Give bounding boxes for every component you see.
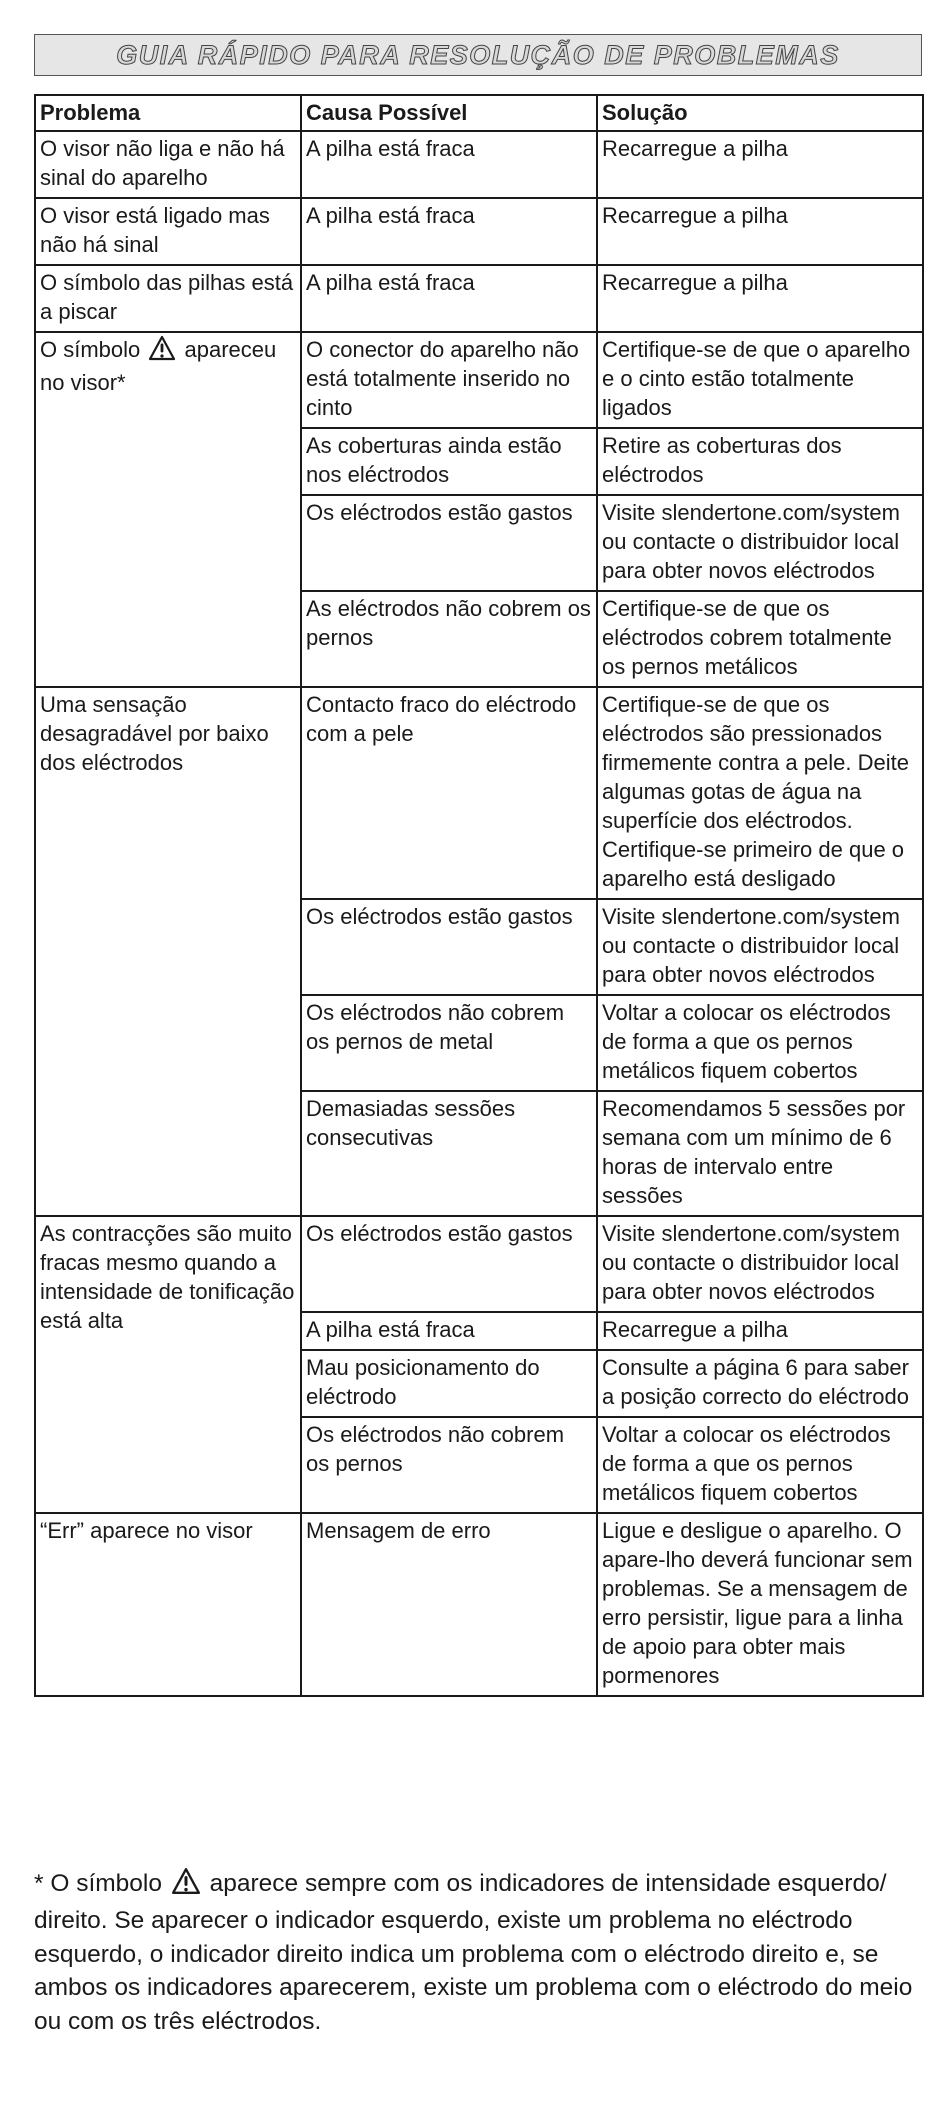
header-cause: Causa Possível	[301, 95, 597, 131]
solution-cell: Certifique-se de que o aparelho e o cinto estão totalmente ligados	[597, 332, 923, 428]
solution-cell: Visite slendertone.com/system ou contacte o distribuidor local para obter novos eléctrodos	[597, 1216, 923, 1312]
cause-cell: O conector do aparelho não está totalmente inserido no cinto	[301, 332, 597, 428]
cause-cell: A pilha está fraca	[301, 1312, 597, 1350]
problem-cell: Uma sensação desagradável por baixo dos eléctrodos	[35, 687, 301, 1216]
solution-cell: Recarregue a pilha	[597, 1312, 923, 1350]
cause-cell: Os eléctrodos estão gastos	[301, 1216, 597, 1312]
solution-cell: Visite slendertone.com/system ou contacte o distribuidor local para obter novos eléctrodos	[597, 495, 923, 591]
solution-cell: Visite slendertone.com/system ou contacte o distribuidor local para obter novos eléctrodos	[597, 899, 923, 995]
table-header-row	[35, 95, 923, 131]
problem-cell: O símbolo das pilhas está a piscar	[35, 265, 301, 332]
cause-cell: A pilha está fraca	[301, 131, 597, 198]
table-row	[35, 198, 923, 265]
cause-cell: As coberturas ainda estão nos eléctrodos	[301, 428, 597, 495]
solution-cell: Retire as coberturas dos eléctrodos	[597, 428, 923, 495]
page-title: GUIA RÁPIDO PARA RESOLUÇÃO DE PROBLEMAS	[34, 34, 922, 76]
warning-triangle-icon	[171, 1867, 201, 1905]
problem-cell	[35, 332, 301, 687]
problem-cell: As contracções são muito fracas mesmo quando a intensidade de tonificação está alta	[35, 1216, 301, 1513]
cause-cell: Contacto fraco do eléctrodo com a pele	[301, 687, 597, 899]
solution-cell: Certifique-se de que os eléctrodos são pressionados firmemente contra a pele. Deite algumas gotas de água na superfície dos eléctrodos. Certifique-se primeiro de que o aparelho está desligado	[597, 687, 923, 899]
cause-cell: As eléctrodos não cobrem os pernos	[301, 591, 597, 687]
solution-cell: Recomendamos 5 sessões por semana com um mínimo de 6 horas de intervalo entre sessões	[597, 1091, 923, 1216]
solution-cell: Ligue e desligue o aparelho. O apare-lho deverá funcionar sem problemas. Se a mensagem de erro persistir, ligue para a linha de apoio para obter mais pormenores	[597, 1513, 923, 1696]
solution-cell: Voltar a colocar os eléctrodos de forma a que os pernos metálicos fiquem cobertos	[597, 1417, 923, 1513]
table-row	[35, 265, 923, 332]
problem-text-before: O símbolo	[40, 337, 141, 362]
solution-cell: Recarregue a pilha	[597, 265, 923, 332]
warning-triangle-icon	[148, 335, 176, 368]
table-row	[35, 1216, 923, 1312]
problem-cell: O visor não liga e não há sinal do aparelho	[35, 131, 301, 198]
solution-cell: Consulte a página 6 para saber a posição correcto do eléctrodo	[597, 1350, 923, 1417]
cause-cell: Mau posicionamento do eléctrodo	[301, 1350, 597, 1417]
solution-cell: Voltar a colocar os eléctrodos de forma a que os pernos metálicos fiquem cobertos	[597, 995, 923, 1091]
table-row	[35, 332, 923, 428]
footnote-text-before: * O símbolo	[34, 1869, 162, 1897]
cause-cell: Os eléctrodos estão gastos	[301, 495, 597, 591]
problem-text-after: apareceu no visor*	[40, 337, 277, 395]
table-row	[35, 687, 923, 899]
footnote-text-after: aparece sempre com os indicadores de intensidade esquerdo/ direito. Se aparecer o indicador esquerdo, existe um problema no eléctrodo esquerdo, o indicador direito indica um problema com o eléctrodo direito e, se ambos os indicadores aparecerem, existe um problema com o eléctrodo do meio ou com os três eléctrodos.	[34, 1869, 913, 2035]
table-row	[35, 131, 923, 198]
troubleshooting-table	[34, 94, 924, 1697]
problem-cell: O visor está ligado mas não há sinal	[35, 198, 301, 265]
cause-cell: Demasiadas sessões consecutivas	[301, 1091, 597, 1216]
cause-cell: Os eléctrodos estão gastos	[301, 899, 597, 995]
cause-cell: Os eléctrodos não cobrem os pernos	[301, 1417, 597, 1513]
header-solution: Solução	[597, 95, 923, 131]
solution-cell: Certifique-se de que os eléctrodos cobrem totalmente os pernos metálicos	[597, 591, 923, 687]
cause-cell: A pilha está fraca	[301, 265, 597, 332]
footnote	[34, 1867, 922, 2039]
cause-cell: A pilha está fraca	[301, 198, 597, 265]
cause-cell: Mensagem de erro	[301, 1513, 597, 1696]
table-row	[35, 1513, 923, 1696]
header-problem: Problema	[35, 95, 301, 131]
solution-cell: Recarregue a pilha	[597, 198, 923, 265]
solution-cell: Recarregue a pilha	[597, 131, 923, 198]
problem-cell: “Err” aparece no visor	[35, 1513, 301, 1696]
cause-cell: Os eléctrodos não cobrem os pernos de metal	[301, 995, 597, 1091]
